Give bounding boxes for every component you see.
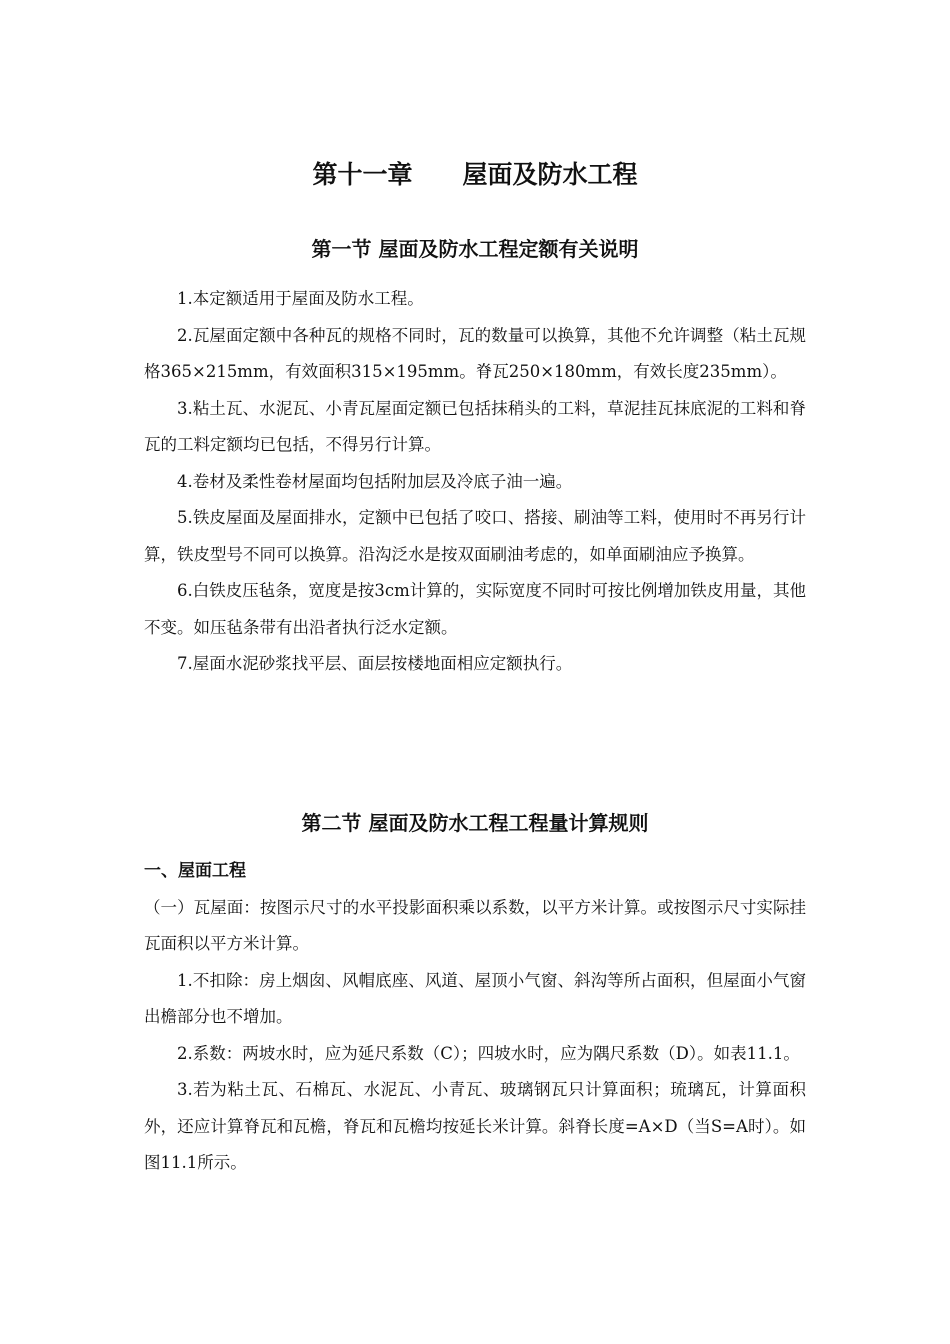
- section-2-subheading: 一、屋面工程: [144, 861, 246, 881]
- section-1-body: [144, 281, 806, 683]
- section-1-paragraph-1: 1.本定额适用于屋面及防水工程。: [177, 289, 424, 308]
- chapter-title: 第十一章 屋面及防水工程: [312, 160, 638, 189]
- section-2-body: [144, 853, 806, 1182]
- section-2-title: 第二节 屋面及防水工程工程量计算规则: [301, 811, 649, 835]
- section-1-title: 第一节 屋面及防水工程定额有关说明: [311, 237, 639, 261]
- section-1-paragraph-4: 4.卷材及柔性卷材屋面均包括附加层及冷底子油一遍。: [177, 471, 573, 491]
- section-1-paragraph-3: 3.粘土瓦、水泥瓦、小青瓦屋面定额已包括抹稍头的工料，草泥挂瓦抹底泥的工料和脊瓦的工料定额均已包括，不得另行计算。: [144, 398, 806, 454]
- section-1-paragraph-7: 7.屋面水泥砂浆找平层、面层按楼地面相应定额执行。: [177, 654, 573, 673]
- section-1-paragraph-5: 5.铁皮屋面及屋面排水，定额中已包括了咬口、搭接、刷油等工料，使用时不再另行计算，铁皮型号不同可以换算。沿沟泛水是按双面刷油考虑的，如单面刷油应予换算。: [144, 508, 806, 564]
- section-2-paragraph-3: 3.若为粘土瓦、石棉瓦、水泥瓦、小青瓦、玻璃钢瓦只计算面积；琉璃瓦，计算面积外，还应计算脊瓦和瓦檐，脊瓦和瓦檐均按延长米计算。斜脊长度=A×D（当S=A时）。如图11.1所示。: [144, 1080, 806, 1172]
- section-2-paragraph-2: 2.系数：两坡水时，应为延尺系数（C）；四坡水时，应为隅尺系数（D）。如表11.1。: [177, 1043, 800, 1063]
- section-2-paragraph-1: 1.不扣除：房上烟囱、风帽底座、风道、屋顶小气窗、斜沟等所占面积，但屋面小气窗出檐部分也不增加。: [144, 970, 806, 1026]
- section-1-paragraph-2: 2.瓦屋面定额中各种瓦的规格不同时，瓦的数量可以换算，其他不允许调整（粘土瓦规格365×215mm，有效面积315×195mm。脊瓦250×180mm，有效长度235mm）。: [144, 325, 806, 381]
- section-2-intro: （一）瓦屋面：按图示尺寸的水平投影面积乘以系数，以平方米计算。或按图示尺寸实际挂瓦面积以平方米计算。: [144, 897, 806, 953]
- section-1-paragraph-6: 6.白铁皮压毡条，宽度是按3cm计算的，实际宽度不同时可按比例增加铁皮用量，其他不变。如压毡条带有出沿者执行泛水定额。: [144, 581, 806, 637]
